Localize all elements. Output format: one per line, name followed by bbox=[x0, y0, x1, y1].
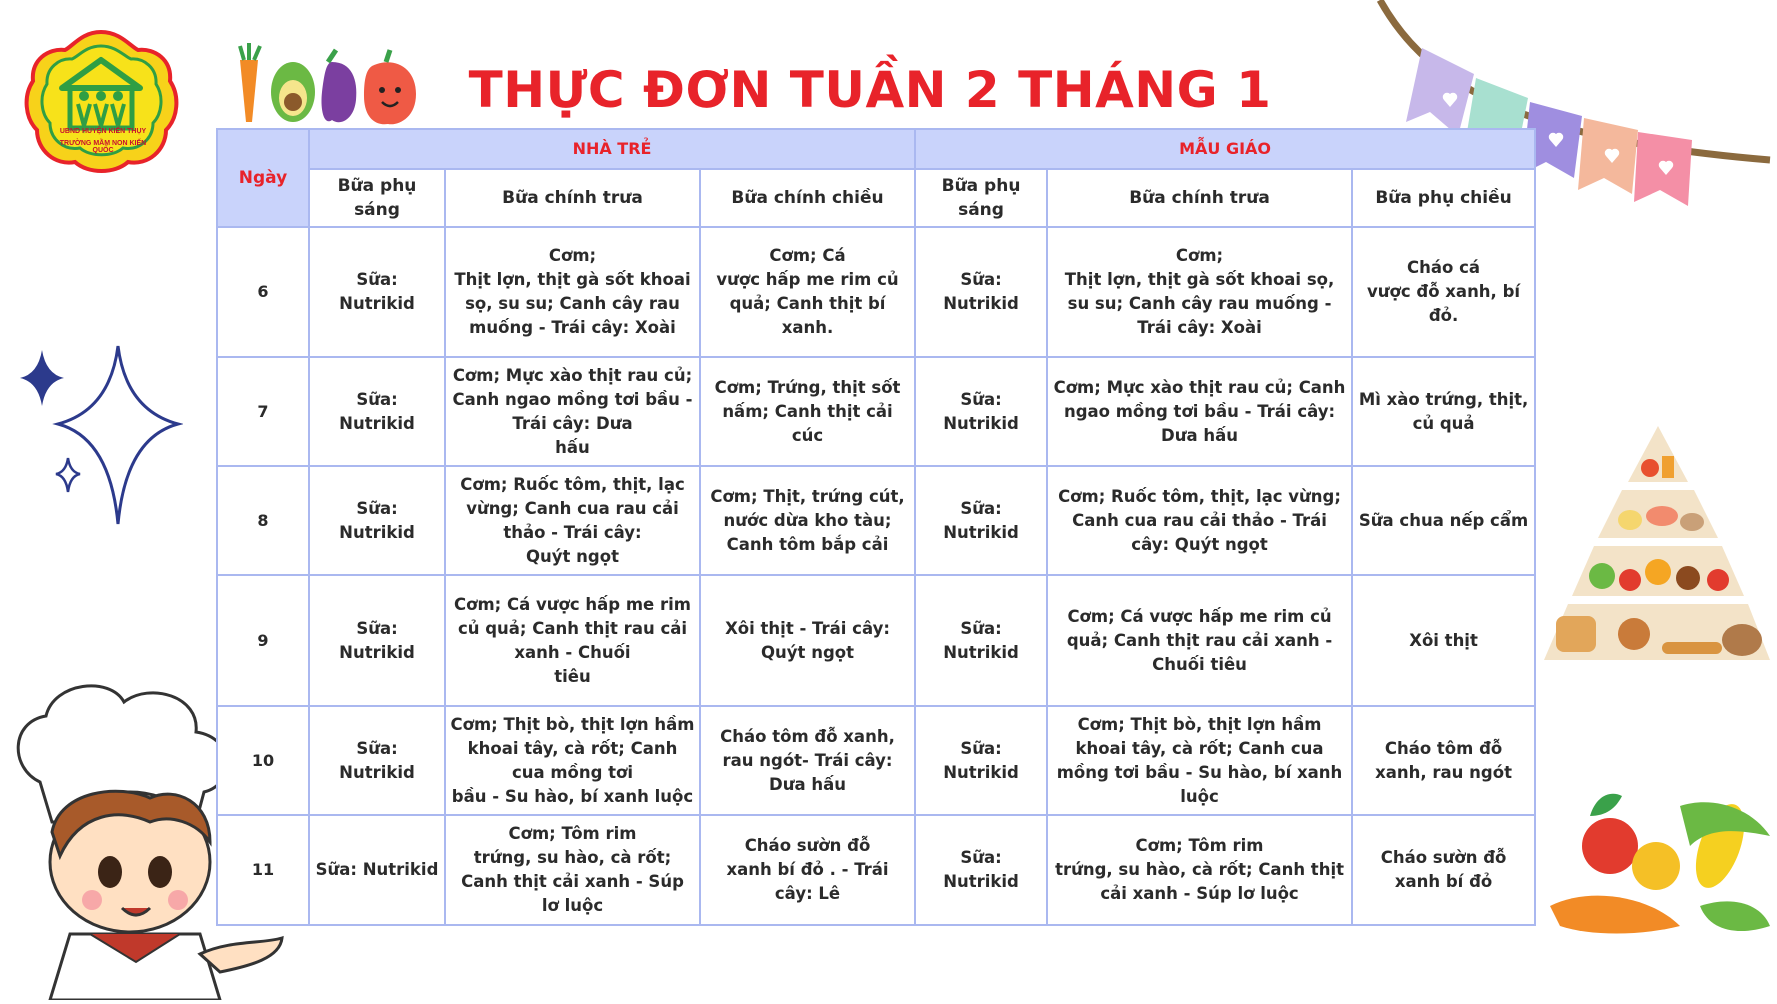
table-row bbox=[217, 357, 1535, 466]
table-cell: Cơm; Tôm rim trứng, su hào, cà rốt; Canh thịt cải xanh - Súp lơ luộc bbox=[445, 815, 700, 925]
table-cell: Sữa: Nutrikid bbox=[915, 706, 1047, 815]
table-cell: Sữa: Nutrikid bbox=[309, 357, 445, 466]
table-cell: Cháo sườn đỗ xanh bí đỏ bbox=[1352, 815, 1535, 925]
meal-header-row bbox=[217, 169, 1535, 227]
table-cell: Xôi thịt bbox=[1352, 575, 1535, 706]
day-cell: 11 bbox=[217, 815, 309, 925]
table-cell: Sữa: Nutrikid bbox=[309, 706, 445, 815]
weekly-menu-table bbox=[216, 128, 1536, 926]
table-cell: Cơm; Thịt, trứng cút, nước dừa kho tàu; Canh tôm bắp cải bbox=[700, 466, 915, 575]
table-cell: Sữa chua nếp cẩm bbox=[1352, 466, 1535, 575]
table-row bbox=[217, 227, 1535, 357]
day-cell: 9 bbox=[217, 575, 309, 706]
day-cell: 8 bbox=[217, 466, 309, 575]
day-cell: 7 bbox=[217, 357, 309, 466]
table-cell: Sữa: Nutrikid bbox=[309, 575, 445, 706]
column-header: Bữa phụ sáng bbox=[915, 169, 1047, 227]
table-cell: Sữa: Nutrikid bbox=[915, 466, 1047, 575]
table-cell: Cơm; Mực xào thịt rau củ; Canh ngao mồng tơi bầu - Trái cây: Dưa hấu bbox=[1047, 357, 1352, 466]
group-header-nursery: NHÀ TRẺ bbox=[309, 129, 915, 169]
table-cell: Cháo cá vược đỗ xanh, bí đỏ. bbox=[1352, 227, 1535, 357]
page-title: THỰC ĐƠN TUẦN 2 THÁNG 1 bbox=[468, 61, 1272, 119]
group-header-kindergarten: MẪU GIÁO bbox=[915, 129, 1535, 169]
table-cell: Cơm; Cá vược hấp me rim củ quả; Canh thịt bí xanh. bbox=[700, 227, 915, 357]
table-cell: Sữa: Nutrikid bbox=[309, 227, 445, 357]
column-header: Bữa chính trưa bbox=[445, 169, 700, 227]
column-header: Bữa chính trưa bbox=[1047, 169, 1352, 227]
table-cell: Cơm; Ruốc tôm, thịt, lạc vừng; Canh cua rau cải thảo - Trái cây: Quýt ngọt bbox=[445, 466, 700, 575]
column-header: Bữa phụ chiều bbox=[1352, 169, 1535, 227]
table-row bbox=[217, 466, 1535, 575]
table-cell: Cơm; Trứng, thịt sốt nấm; Canh thịt cải cúc bbox=[700, 357, 915, 466]
table-cell: Cơm; Thịt bò, thịt lợn hầm khoai tây, cà rốt; Canh cua mồng tơi bầu - Su hào, bí xanh luộc bbox=[1047, 706, 1352, 815]
logo-line-2: TRƯỜNG MẦM NON KIẾN QUỐC bbox=[59, 140, 147, 154]
column-header: Bữa phụ sáng bbox=[309, 169, 445, 227]
vegetable-characters bbox=[232, 40, 422, 130]
sparkle-decoration bbox=[18, 340, 183, 530]
table-cell: Cơm; Cá vược hấp me rim củ quả; Canh thịt rau cải xanh - Chuối tiêu bbox=[445, 575, 700, 706]
vegetables-icon bbox=[232, 40, 422, 130]
table-cell: Cơm; Thịt bò, thịt lợn hầm khoai tây, cà rốt; Canh cua mồng tơi bầu - Su hào, bí xanh luộc bbox=[445, 706, 700, 815]
table-cell: Mì xào trứng, thịt, củ quả bbox=[1352, 357, 1535, 466]
table-cell: Cơm; Tôm rim trứng, su hào, cà rốt; Canh thịt cải xanh - Súp lơ luộc bbox=[1047, 815, 1352, 925]
table-cell: Sữa: Nutrikid bbox=[915, 227, 1047, 357]
table-cell: Cơm; Thịt lợn, thịt gà sốt khoai sọ, su su; Canh cây rau muống - Trái cây: Xoài bbox=[445, 227, 700, 357]
table-cell: Cháo sườn đỗ xanh bí đỏ . - Trái cây: Lê bbox=[700, 815, 915, 925]
table-row bbox=[217, 815, 1535, 925]
day-cell: 10 bbox=[217, 706, 309, 815]
vegetables-decoration bbox=[1530, 786, 1777, 956]
table-cell: Xôi thịt - Trái cây: Quýt ngọt bbox=[700, 575, 915, 706]
table-cell: Sữa: Nutrikid bbox=[915, 357, 1047, 466]
food-pyramid bbox=[1538, 420, 1777, 670]
food-pyramid-icon bbox=[1538, 420, 1777, 670]
day-column-header: Ngày bbox=[217, 129, 309, 227]
vegetable-basket-icon bbox=[1530, 786, 1777, 956]
column-header: Bữa chính chiều bbox=[700, 169, 915, 227]
table-cell: Sữa: Nutrikid bbox=[915, 575, 1047, 706]
table-row bbox=[217, 706, 1535, 815]
table-cell: Cơm; Ruốc tôm, thịt, lạc vừng; Canh cua rau cải thảo - Trái cây: Quýt ngọt bbox=[1047, 466, 1352, 575]
table-cell: Cháo tôm đỗ xanh, rau ngót bbox=[1352, 706, 1535, 815]
table-cell: Sữa: Nutrikid bbox=[309, 466, 445, 575]
table-cell: Cơm; Mực xào thịt rau củ; Canh ngao mồng tơi bầu - Trái cây: Dưa hấu bbox=[445, 357, 700, 466]
table-cell: Cháo tôm đỗ xanh, rau ngót- Trái cây: Dưa hấu bbox=[700, 706, 915, 815]
table-row bbox=[217, 575, 1535, 706]
table-cell: Cơm; Thịt lợn, thịt gà sốt khoai sọ, su su; Canh cây rau muống - Trái cây: Xoài bbox=[1047, 227, 1352, 357]
school-logo bbox=[20, 26, 183, 176]
table-cell: Sữa: Nutrikid bbox=[309, 815, 445, 925]
table-cell: Cơm; Cá vược hấp me rim củ quả; Canh thịt rau cải xanh - Chuối tiêu bbox=[1047, 575, 1352, 706]
logo-line-1: UBND HUYỆN KIẾN THỤY bbox=[59, 128, 147, 135]
day-cell: 6 bbox=[217, 227, 309, 357]
sparkle-stars-icon bbox=[18, 340, 183, 530]
table-cell: Sữa: Nutrikid bbox=[915, 815, 1047, 925]
